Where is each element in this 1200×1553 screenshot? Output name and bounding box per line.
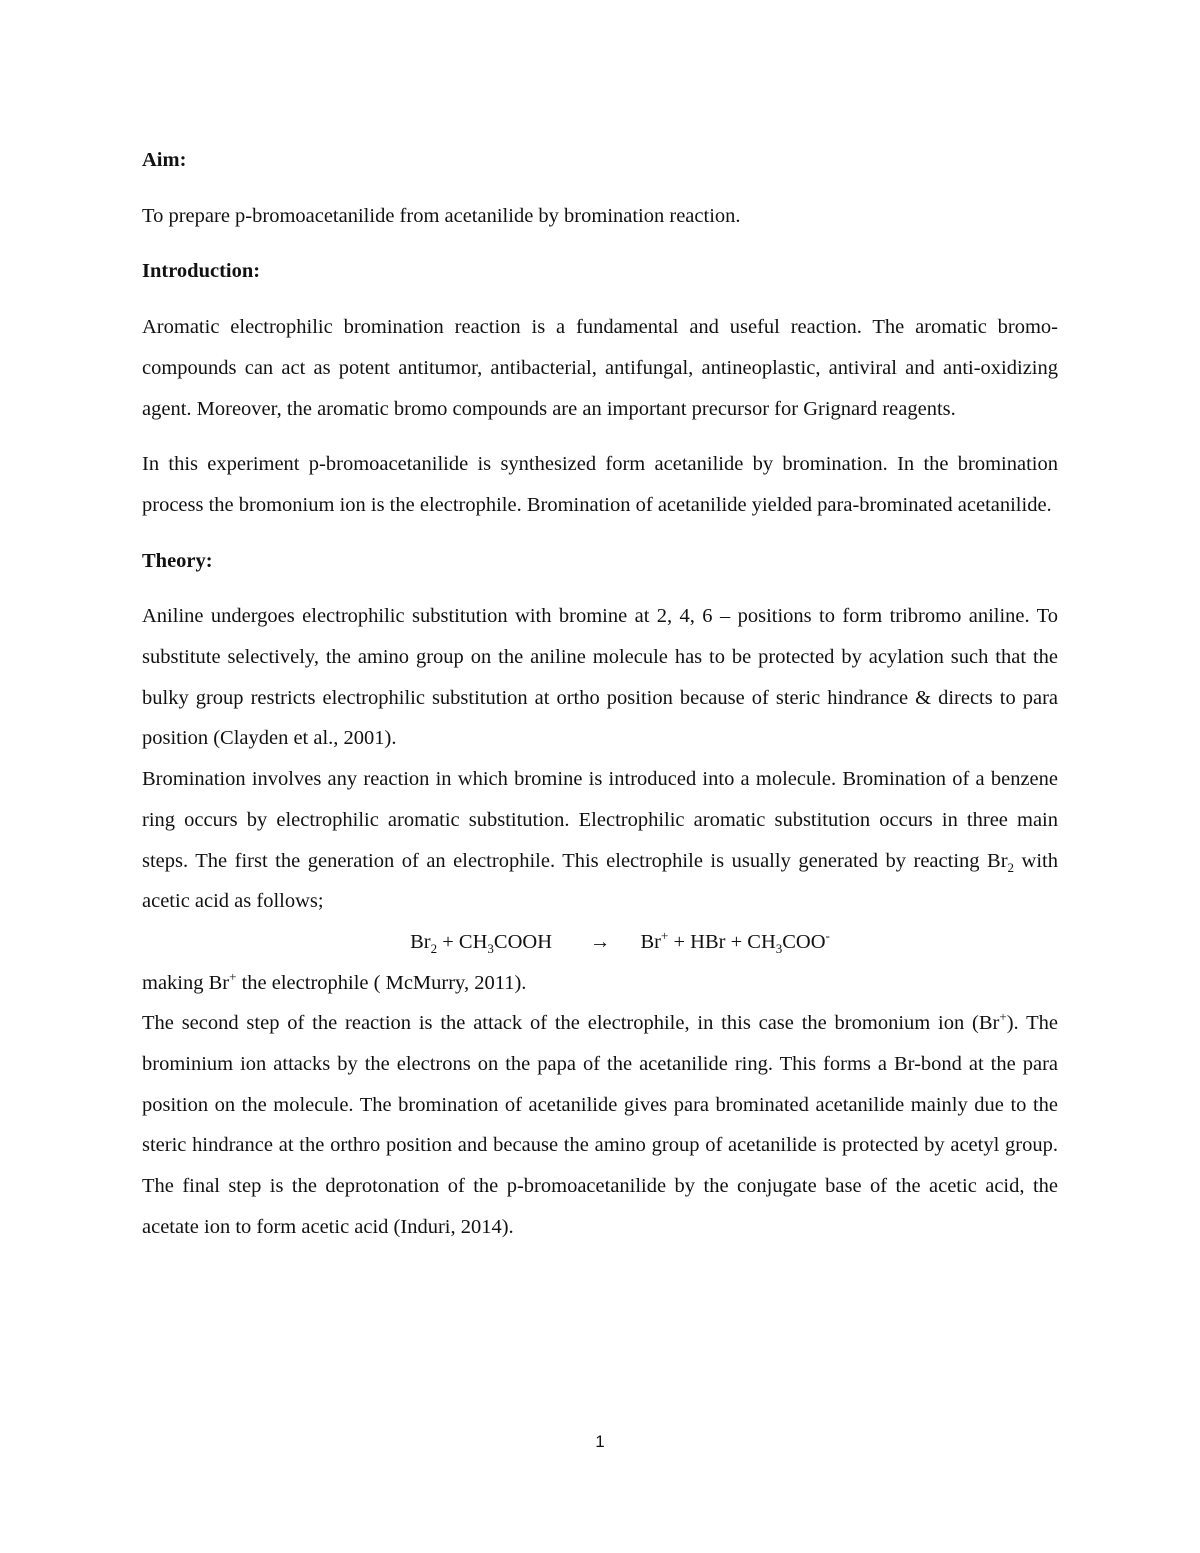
document-body: [142, 140, 1058, 1248]
reaction-arrow: →: [590, 930, 611, 953]
introduction-heading: Introduction:: [142, 260, 261, 283]
theory-paragraph-2: Bromination involves any reaction in which bromine is introduced into a molecule. Bromination of a benzene ring occurs by electrophilic aromatic substitution. Electrophilic aromatic substitution occurs in three main steps. The first the generation of an electrophile. This electrophile is usually generated by reacting $Br_2$ with acetic acid as follows;: [142, 768, 1059, 913]
introduction-paragraph-1: Aromatic electrophilic bromination reaction is a fundamental and useful reaction. The aromatic bromo-compounds can act as potent antitumor, antibacterial, antifungal, antineoplastic, antiviral and anti-oxidizing agent. Moreover, the aromatic bromo compounds are an important precursor for Grignard reagents.: [142, 316, 1058, 420]
aim-heading: Aim:: [142, 149, 187, 171]
bromination-equation: $Br_2$ + $CH_3COOH \to Br^+$ + HBr + $CH_3COO^-$: [142, 922, 1058, 963]
theory-paragraph-1: Aniline undergoes electrophilic substitution with bromine at 2, 4, 6 – positions to form tribromo aniline. To substitute selectively, the amino group on the aniline molecule has to be protected by acylation such that the bulky group restricts electrophilic substitution at ortho position because of steric hindrance & directs to para position (Clayden et al., 2001).: [142, 605, 1058, 750]
theory-heading: Theory:: [142, 549, 213, 572]
page-number: 1: [595, 1432, 605, 1451]
theory-paragraph-3: making Br+ the electrophile ( McMurry, 2011).: [142, 968, 527, 994]
aim-text: To prepare p-bromoacetanilide from acetanilide by bromination reaction.: [142, 204, 741, 227]
theory-paragraph-4: The second step of the reaction is the attack of the electrophile, in this case the bromonium ion (Br+). The brominium ion attacks by the electrons on the papa of the acetanilide ring. This forms a Br-bond at the para position on the molecule. The bromination of acetanilide gives para brominated acetanilide mainly due to the steric hindrance at the orthro position and because the amino group of acetanilide is protected by acetyl group. The final step is the deprotonation of the p-bromoacetanilide by the conjugate base of the acetic acid, the acetate ion to form acetic acid (Induri, 2014).: [142, 1009, 1059, 1238]
introduction-paragraph-2: In this experiment p-bromoacetanilide is synthesized form acetanilide by bromination. In the bromination process the bromonium ion is the electrophile. Bromination of acetanilide yielded para-brominated acetanilide.: [142, 453, 1058, 516]
